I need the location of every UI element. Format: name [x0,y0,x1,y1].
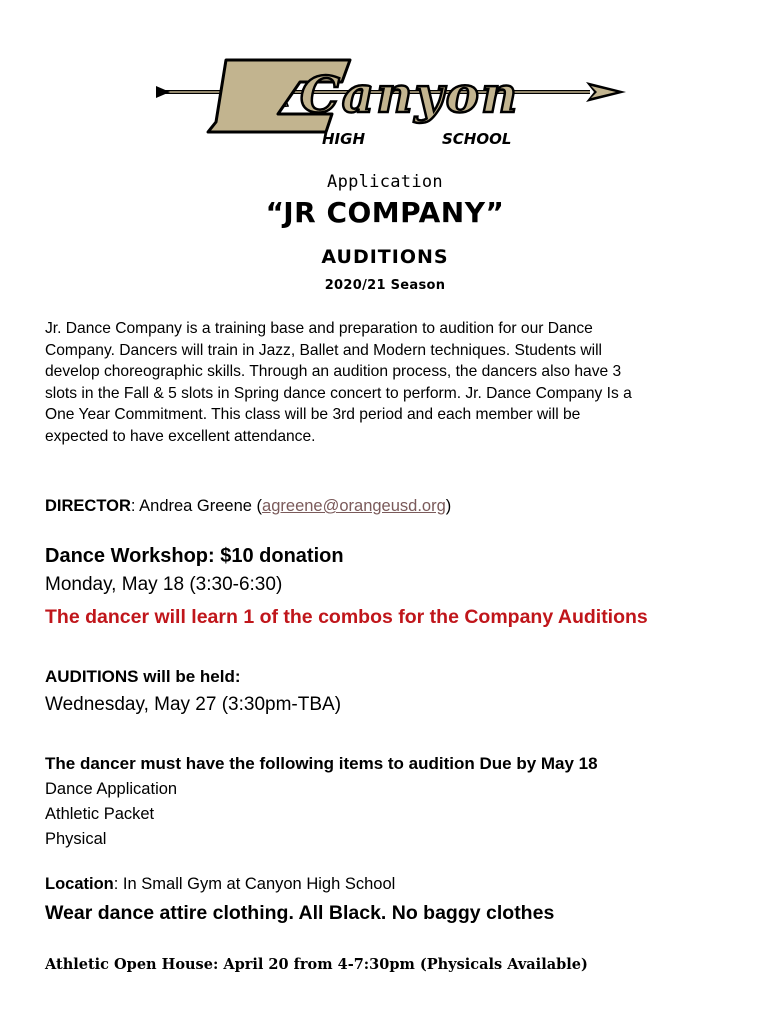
auditions-date: Wednesday, May 27 (3:30pm-TBA) [45,694,342,715]
logo-word: Canyon [300,65,520,124]
director-close: ) [445,497,452,515]
requirement-item: Athletic Packet [45,805,155,823]
workshop-note: The dancer will learn 1 of the combos for the Company Auditions [45,606,648,628]
canyon-high-school-logo [150,52,630,148]
location-line [45,875,395,894]
workshop-title: Dance Workshop: $10 donation [45,545,344,567]
intro-line: Company. Dancers will train in Jazz, Ballet and Modern techniques. Students will [45,341,603,359]
open-house-note: Athletic Open House: April 20 from 4-7:30pm (Physicals Available) [45,956,588,973]
auditions-label: AUDITIONS will be held: [45,667,241,686]
canyon-wordmark [208,60,519,148]
location-text: : In Small Gym at Canyon High School [113,875,396,893]
director-label: DIRECTOR [45,497,131,515]
application-label: Application [327,172,443,192]
intro-line: expected to have excellent attendance. [45,427,316,445]
intro-line: Jr. Dance Company is a training base and preparation to audition for our Dance [45,320,593,337]
page-title: “JR COMPANY” [265,196,505,229]
logo-subtitle-left: HIGH [322,130,366,148]
intro-line: One Year Commitment. This class will be 3rd period and each member will be [45,406,581,424]
intro-line: slots in the Fall & 5 slots in Spring dance concert to perform. Jr. Dance Company Is a [45,384,632,402]
auditions-subtitle: AUDITIONS [321,246,449,268]
director-line [45,497,451,516]
season-label: 2020/21 Season [324,278,446,293]
workshop-date: Monday, May 18 (3:30-6:30) [45,574,283,595]
logo-subtitle-right: SCHOOL [442,130,512,148]
director-name: : Andrea Greene ( [130,497,263,515]
requirements-heading: The dancer must have the following items to audition Due by May 18 [45,754,598,773]
attire-note: Wear dance attire clothing. All Black. No baggy clothes [45,902,555,924]
intro-paragraph [45,318,725,448]
location-label: Location [45,875,114,893]
requirement-item: Physical [45,830,107,848]
director-email-link[interactable]: agreene@orangeusd.org [262,497,446,515]
requirement-item: Dance Application [45,780,178,798]
intro-line: develop choreographic skills. Through an audition process, the dancers also have 3 [45,363,622,381]
